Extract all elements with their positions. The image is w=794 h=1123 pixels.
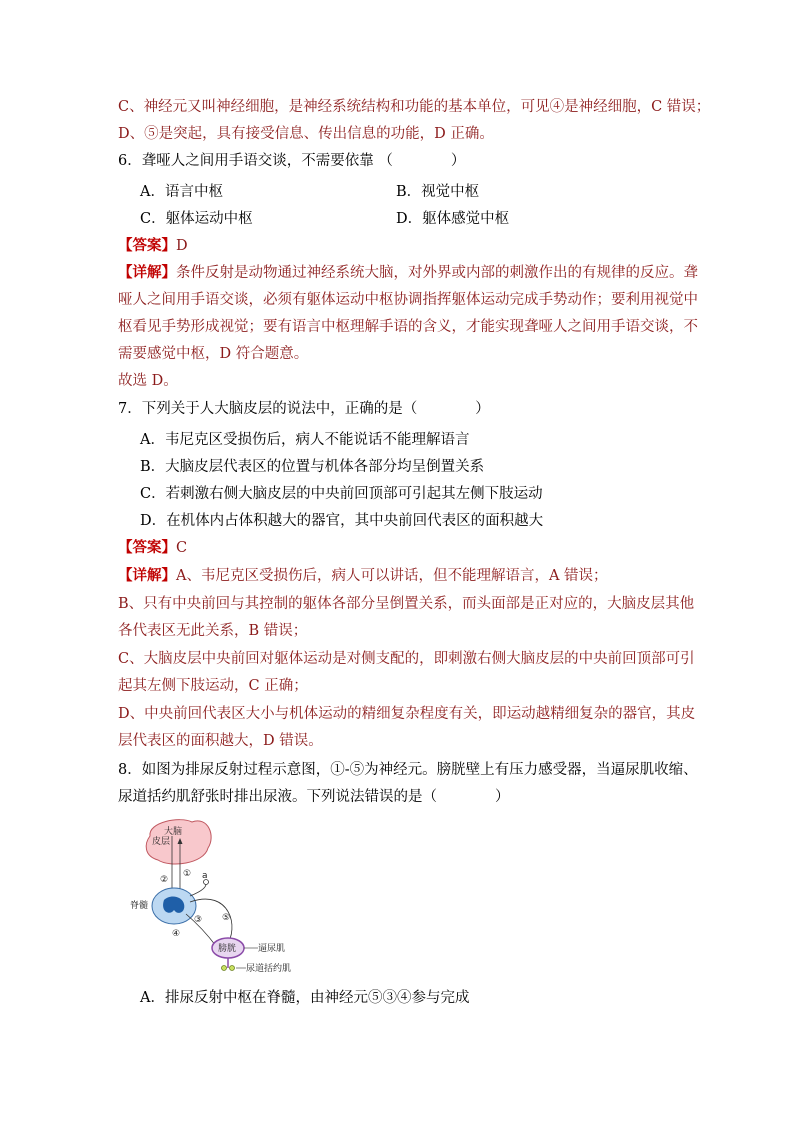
prev-explain-d: D、⑤是突起，具有接受信息、传出信息的功能，D 正确。 [118, 126, 494, 142]
q7-explain-d1: D、中央前回代表区大小与机体运动的精细复杂程度有关，即运动越精细复杂的器官，其皮 [118, 706, 696, 722]
q7-explain-c1: C、大脑皮层中央前回对躯体运动是对侧支配的，即刺激右侧大脑皮层的中央前回顶部可引 [118, 651, 695, 667]
q8-stem-1: 8．如图为排尿反射过程示意图，①-⑤为神经元。膀胱壁上有压力感受器，当逼尿肌收缩、 [118, 762, 698, 778]
bladder-label: 膀胱 [218, 944, 237, 954]
q7-option-b: B．大脑皮层代表区的位置与机体各部分均呈倒置关系 [140, 459, 485, 475]
spinal-label: 脊髓 [130, 901, 149, 911]
q7-option-c: C．若刺激右侧大脑皮层的中央前回顶部可引起其左侧下肢运动 [140, 486, 543, 502]
neuron-4-label: ④ [172, 929, 181, 939]
q6-stem: 6．聋哑人之间用手语交谈，不需要依靠 （ ） [118, 153, 466, 169]
q7-explain-b2: 各代表区无此关系，B 错误； [118, 623, 308, 639]
q7-option-a: A．韦尼克区受损伤后，病人不能说话不能理解语言 [140, 432, 470, 448]
q7-explain-b1: B、只有中央前回与其控制的躯体各部分呈倒置关系，而头面部是正对应的，大脑皮层其他 [118, 596, 695, 612]
q6-answer [118, 236, 188, 256]
q6-answer-tag: 【答案】 [118, 237, 176, 254]
neuron-2-label: ② [160, 875, 169, 885]
q6-conclusion: 故选 D。 [118, 373, 178, 389]
q6-explain-1: 【详解】条件反射是动物通过神经系统大脑，对外界或内部的刺激作出的有规律的反应。聋 [118, 264, 698, 281]
sphincter-label: 尿道括约肌 [246, 964, 292, 974]
q7-answer-tag: 【答案】 [118, 539, 176, 556]
cortex-label-2: 皮层 [152, 837, 171, 847]
q6-option-a: A．语言中枢 [140, 184, 223, 200]
nerve-a [190, 884, 206, 896]
q8-stem-2: 尿道括约肌舒张时排出尿液。下列说法错误的是（ ） [118, 789, 510, 805]
q6-explain-4: 需要感觉中枢，D 符合题意。 [118, 346, 309, 362]
neuron-3-label: ③ [194, 915, 203, 925]
q6-option-b: B．视觉中枢 [396, 184, 480, 200]
q7-explain-d2: 层代表区的面积越大，D 错误。 [118, 733, 323, 749]
q7-explain-a: 【详解】A、韦尼克区受损伤后，病人可以讲话，但不能理解语言，A 错误； [118, 567, 608, 584]
q7-explain-c2: 起其左侧下肢运动，C 正确； [118, 678, 308, 694]
q6-option-d: D．躯体感觉中枢 [396, 211, 510, 227]
q7-answer [118, 538, 187, 558]
q7-explain-tag: 【详解】 [118, 567, 176, 584]
neuron-1-label: ① [183, 869, 192, 879]
neuron-a-label: a [202, 871, 208, 881]
q8-option-a: A．排尿反射中枢在脊髓，由神经元⑤③④参与完成 [140, 990, 470, 1006]
sphincter-left [222, 966, 227, 971]
q6-explain-2: 哑人之间用手语交谈，必须有躯体运动中枢协调指挥躯体运动完成手势动作；要利用视觉中 [118, 292, 698, 308]
q6-explain-tag: 【详解】 [118, 264, 176, 281]
urination-reflex-diagram [130, 818, 320, 978]
q6-answer-value: D [176, 238, 188, 254]
q6-option-c: C．躯体运动中枢 [140, 211, 253, 227]
sphincter-right [230, 966, 235, 971]
q7-stem: 7．下列关于人大脑皮层的说法中，正确的是（ ） [118, 401, 490, 417]
q7-answer-value: C [176, 540, 188, 556]
prev-explain-c: C、神经元又叫神经细胞，是神经系统结构和功能的基本单位，可见④是神经细胞，C 错误； [118, 99, 711, 115]
cortex-label-1: 大脑 [164, 827, 183, 837]
detrusor-label: 逼尿肌 [258, 944, 286, 954]
q7-option-d: D．在机体内占体积越大的器官，其中央前回代表区的面积越大 [140, 513, 544, 529]
q6-explain-3: 枢看见手势形成视觉；要有语言中枢理解手语的含义，才能实现聋哑人之间用手语交谈，不 [118, 319, 698, 335]
neuron-5-label: ⑤ [222, 913, 231, 923]
